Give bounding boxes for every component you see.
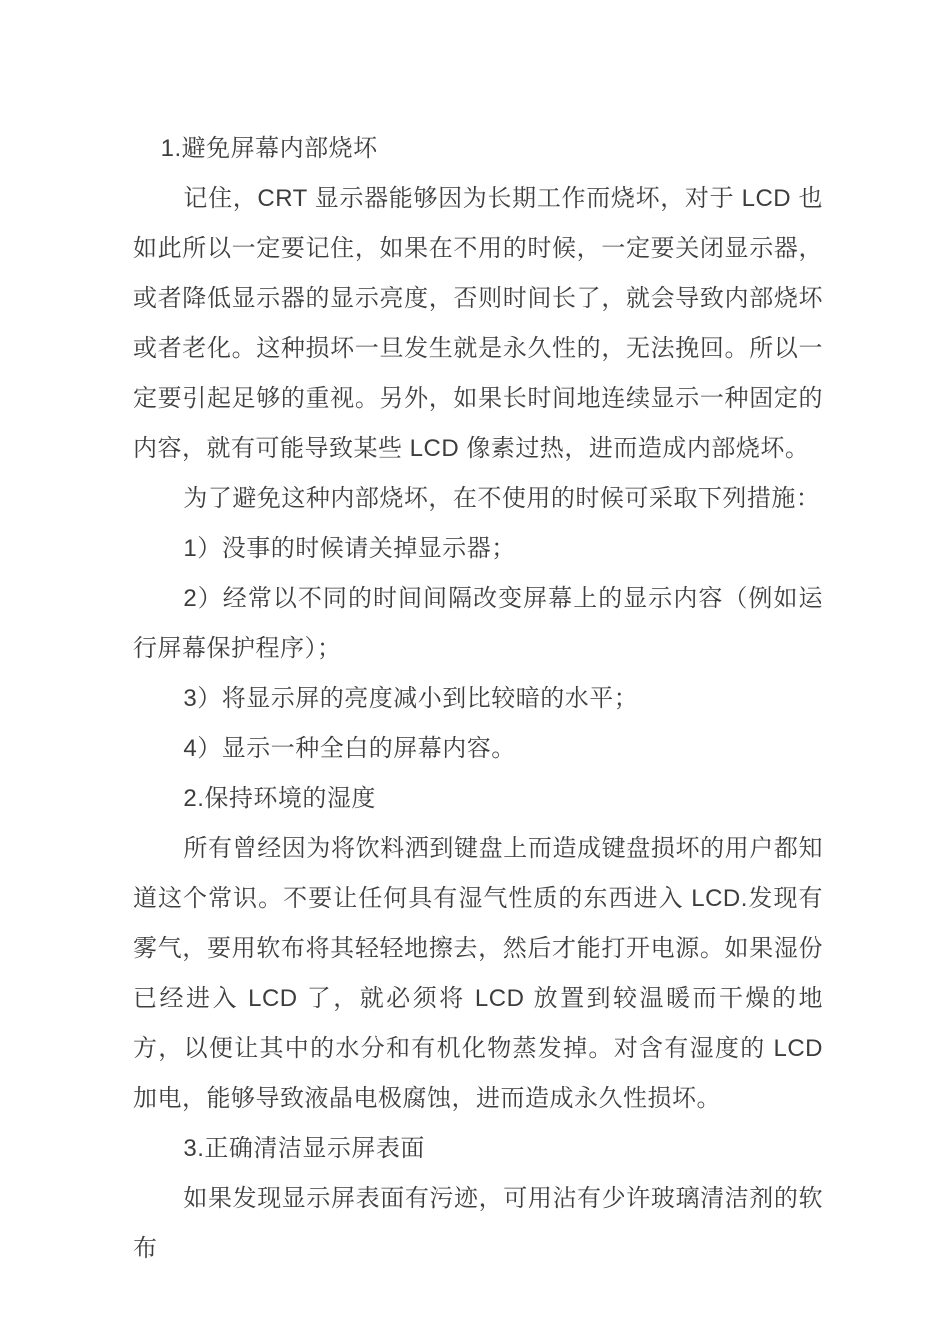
section-heading: 1.避免屏幕内部烧坏 [160,135,378,162]
section-heading: 2.保持环境的湿度 [183,785,376,812]
list-item: 4）显示一种全白的屏幕内容。 [183,735,516,762]
list-item: 1）没事的时候请关掉显示器； [183,535,516,562]
document-content [133,124,823,1274]
list-item: 2）经常以不同的时间间隔改变屏幕上的显示内容（例如运行屏幕保护程序）； [133,585,823,662]
paragraph: 记住，CRT 显示器能够因为长期工作而烧坏，对于 LCD 也如此所以一定要记住，如果在不用的时候，一定要关闭显示器，或者降低显示器的显示亮度，否则时间长了，就会导致内部烧坏或者老化。这种损坏一旦发生就是永久性的，无法挽回。所以一定要引起足够的重视。另外，如果长时间地连续显示一种固定的内容，就有可能导致某些 LCD 像素过热，进而造成内部烧坏。 [133,185,823,462]
list-item: 3）将显示屏的亮度减小到比较暗的水平； [183,685,639,712]
section-heading: 3.正确清洁显示屏表面 [183,1135,425,1162]
paragraph: 所有曾经因为将饮料洒到键盘上而造成键盘损坏的用户都知道这个常识。不要让任何具有湿气性质的东西进入 LCD.发现有雾气，要用软布将其轻轻地擦去，然后才能打开电源。如果湿份已经进入 LCD 了，就必须将 LCD 放置到较温暖而干燥的地方，以便让其中的水分和有机化物蒸发掉。对含有湿度的 LCD 加电，能够导致液晶电极腐蚀，进而造成永久性损坏。 [133,835,823,1112]
paragraph: 如果发现显示屏表面有污迹，可用沾有少许玻璃清洁剂的软布 [133,1185,823,1262]
paragraph: 为了避免这种内部烧坏，在不使用的时候可采取下列措施： [183,485,821,512]
